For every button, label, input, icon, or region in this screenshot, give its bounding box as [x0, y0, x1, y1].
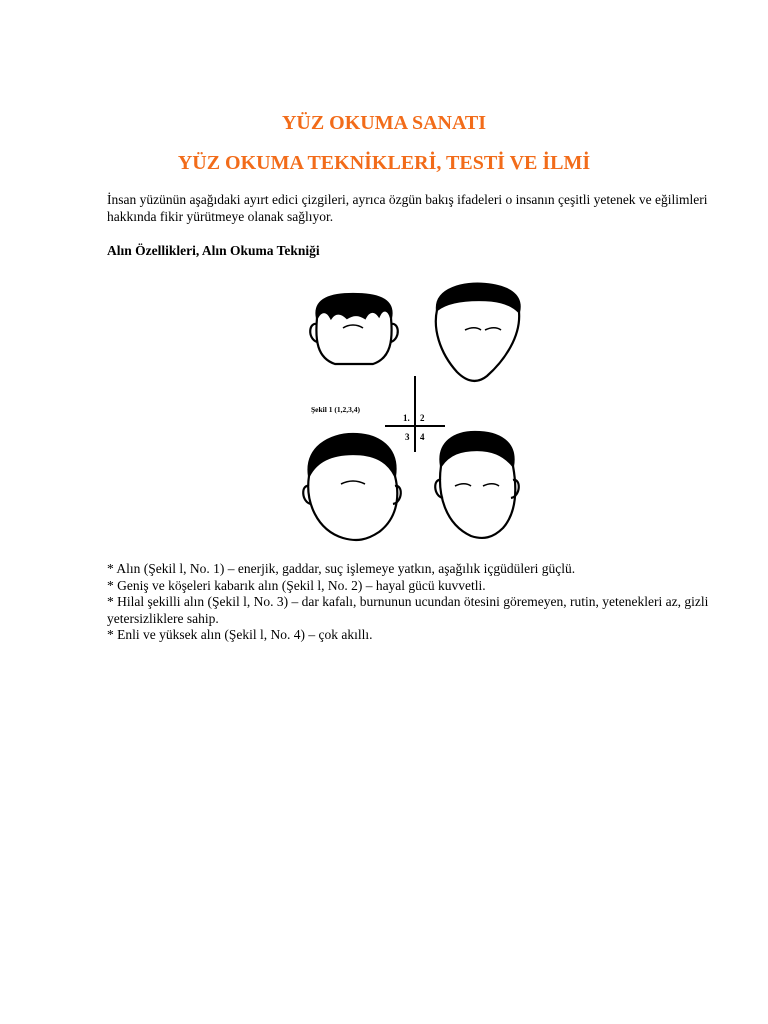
forehead-types-list: [107, 561, 727, 644]
face-1-brow: [343, 325, 363, 328]
face-4-hair: [440, 432, 513, 466]
face-3-outline: [308, 476, 397, 540]
quadrant-label-2: 2: [420, 413, 425, 423]
page-title: YÜZ OKUMA SANATI: [281, 112, 487, 134]
face-1-hair: [316, 294, 391, 318]
face-1-drawing: [310, 294, 398, 364]
face-3-hair: [309, 434, 396, 476]
quadrant-cross: [385, 376, 445, 452]
face-2-brow-right: [485, 328, 501, 330]
list-item: * Enli ve yüksek alın (Şekil l, No. 4) – çok akıllı.: [107, 627, 373, 642]
face-2-hair: [437, 284, 520, 312]
face-3-brow: [341, 481, 365, 484]
face-2-outline: [436, 310, 519, 381]
quadrant-label-3: 3: [405, 432, 410, 442]
face-2-drawing: [436, 284, 520, 381]
face-4-drawing: [435, 432, 519, 538]
page-subtitle: YÜZ OKUMA TEKNİKLERİ, TESTİ VE İLMİ: [177, 152, 591, 174]
list-item: * Geniş ve köşeleri kabarık alın (Şekil l, No. 2) – hayal gücü kuvvetli.: [107, 577, 486, 593]
quadrant-label-1: 1.: [403, 413, 410, 423]
face-4-outline: [440, 466, 515, 538]
intro-paragraph: İnsan yüzünün aşağıdaki ayırt edici çizgileri, ayrıca özgün bakış ifadeleri o insanın çeşitli yetenek ve eğilimleri hakkında fikir yürütmeye olanak sağlıyor.: [107, 192, 708, 224]
section-heading: Alın Özellikleri, Alın Okuma Tekniği: [107, 243, 320, 258]
face-3-drawing: [303, 434, 401, 540]
list-item: * Hilal şekilli alın (Şekil l, No. 3) – dar kafalı, burnunun ucundan ötesini göremeyen, rutin, yetenekleri az, gizli yetersizliklere sahip.: [107, 594, 709, 626]
figure-caption: Şekil 1 (1,2,3,4): [311, 405, 360, 414]
quadrant-label-4: 4: [420, 432, 425, 442]
face-4-brow-left: [455, 484, 471, 486]
face-2-brow-left: [465, 328, 481, 330]
forehead-illustration: [295, 280, 535, 545]
forehead-figure: [295, 280, 535, 545]
list-item: * Alın (Şekil l, No. 1) – enerjik, gaddar, suç işlemeye yatkın, aşağılık içgüdüleri güçlü.: [107, 561, 576, 576]
face-4-brow-right: [483, 484, 499, 486]
